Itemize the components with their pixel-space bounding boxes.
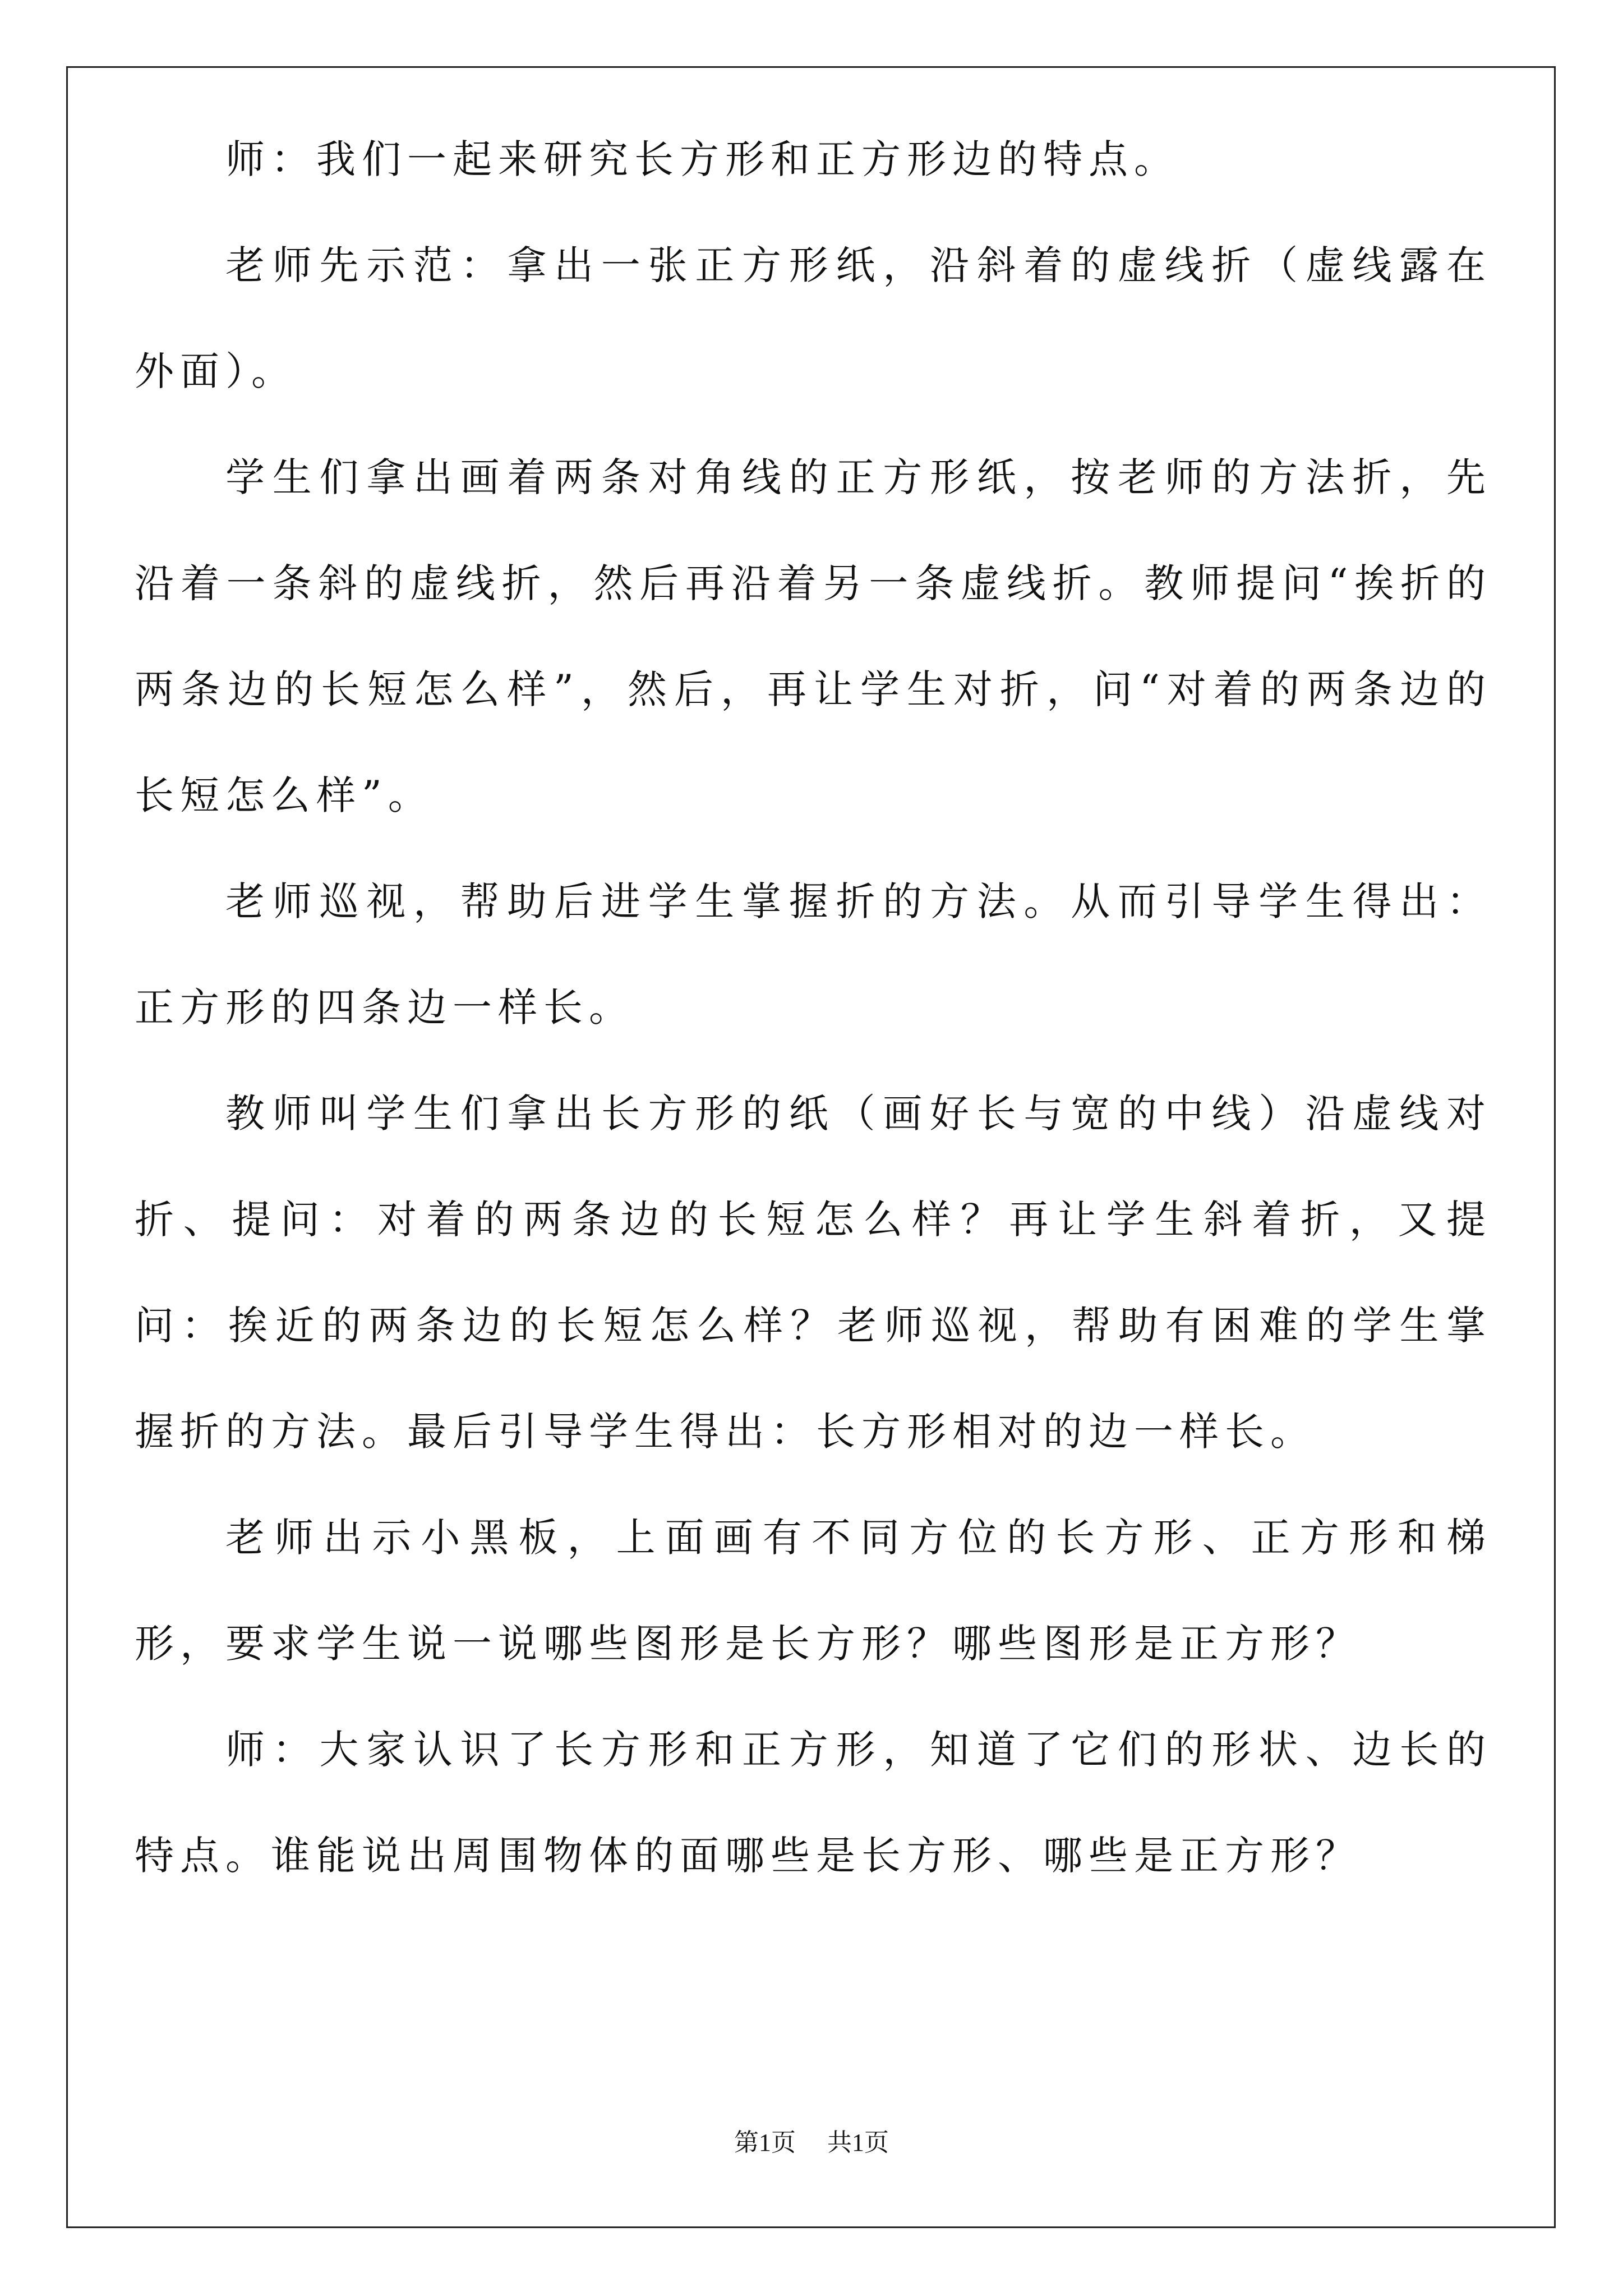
paragraph: 老师先示范：拿出一张正方形纸，沿斜着的虚线折（虚线露在外面）。 [135, 242, 1492, 394]
page-number-total: 共1页 [827, 2129, 889, 2156]
paragraph: 师：大家认识了长方形和正方形，知道了它们的形状、边长的特点。谁能说出周围物体的面哪些是长方形、哪些是正方形？ [135, 1727, 1492, 1879]
document-body [135, 107, 1492, 1909]
paragraph: 老师巡视，帮助后进学生掌握折的方法。从而引导学生得出：正方形的四条边一样长。 [135, 878, 1492, 1030]
paragraph: 教师叫学生们拿出长方形的纸（画好长与宽的中线）沿虚线对折、提问：对着的两条边的长短怎么样？再让学生斜着折，又提问：挨近的两条边的长短怎么样？老师巡视，帮助有困难的学生掌握折的方法。最后引导学生得出：长方形相对的边一样长。 [135, 1091, 1492, 1455]
page-number-current: 第1页 [734, 2129, 796, 2156]
paragraph: 师：我们一起来研究长方形和正方形边的特点。 [225, 136, 1179, 182]
paragraph: 老师出示小黑板，上面画有不同方位的长方形、正方形和梯形，要求学生说一说哪些图形是长方形？哪些图形是正方形？ [135, 1515, 1492, 1667]
paragraph: 学生们拿出画着两条对角线的正方形纸，按老师的方法折，先沿着一条斜的虚线折，然后再沿着另一条虚线折。教师提问“挨折的两条边的长短怎么样”，然后，再让学生对折，问“对着的两条边的长短怎么样”。 [135, 454, 1492, 818]
page-footer [0, 2126, 1623, 2160]
